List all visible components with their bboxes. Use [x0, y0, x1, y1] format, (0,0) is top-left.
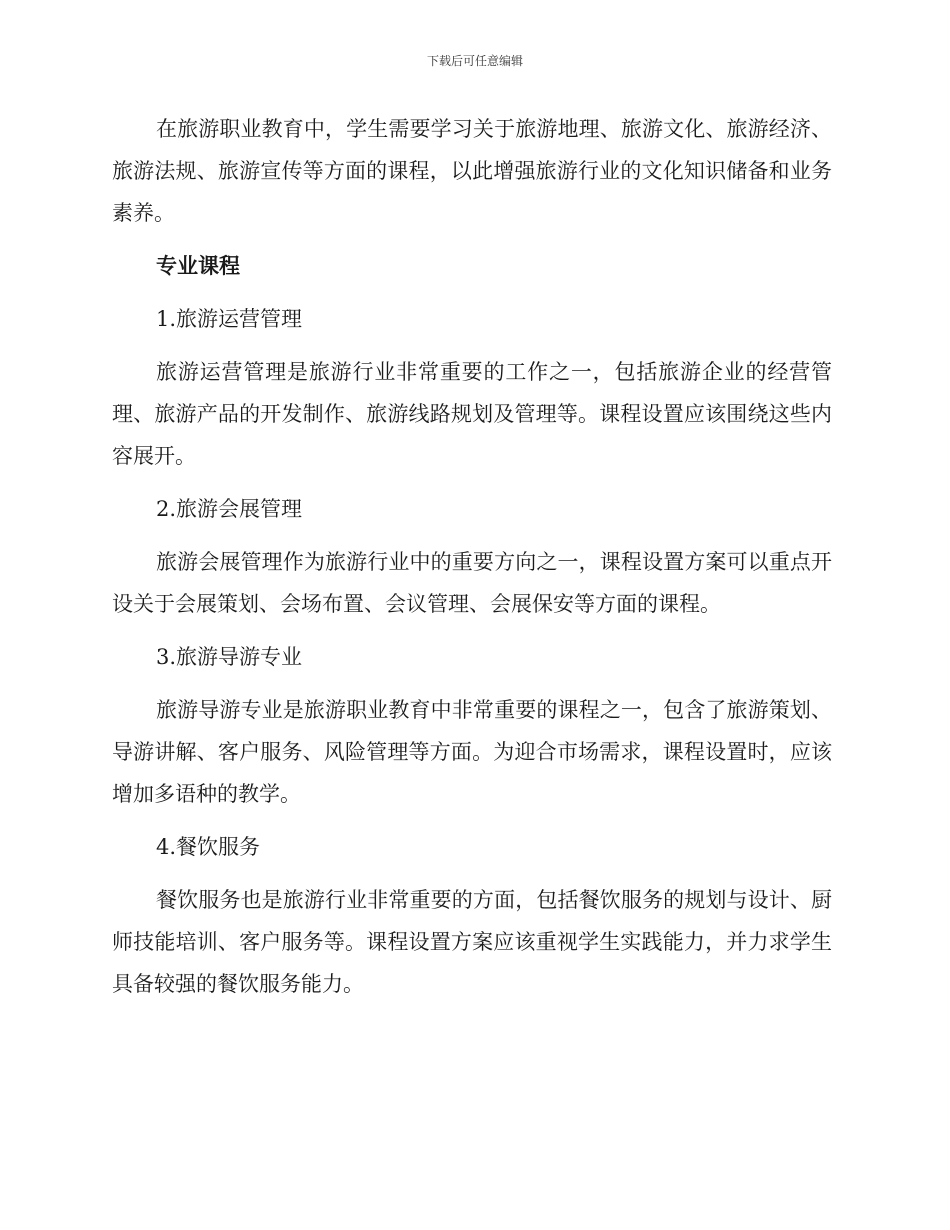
section-heading: 专业课程: [156, 254, 240, 278]
document-body: [112, 108, 832, 1005]
item-body: 旅游导游专业是旅游职业教育中非常重要的课程之一，包含了旅游策划、导游讲解、客户服务、风险管理等方面。为迎合市场需求，课程设置时，应该增加多语种的教学。: [112, 698, 832, 806]
intro-paragraph: 在旅游职业教育中，学生需要学习关于旅游地理、旅游文化、旅游经济、旅游法规、旅游宣传等方面的课程，以此增强旅游行业的文化知识储备和业务素养。: [112, 117, 832, 225]
header-note: 下载后可任意编辑: [426, 54, 523, 68]
item-body: 旅游运营管理是旅游行业非常重要的工作之一，包括旅游企业的经营管理、旅游产品的开发制作、旅游线路规划及管理等。课程设置应该围绕这些内容展开。: [112, 360, 832, 468]
item-title: 4.餐饮服务: [156, 835, 261, 859]
item-title: 3.旅游导游专业: [156, 645, 303, 669]
item-title: 1.旅游运营管理: [156, 307, 303, 331]
item-title: 2.旅游会展管理: [156, 497, 303, 521]
item-body: 餐饮服务也是旅游行业非常重要的方面，包括餐饮服务的规划与设计、厨师技能培训、客户服务等。课程设置方案应该重视学生实践能力，并力求学生具备较强的餐饮服务能力。: [112, 888, 832, 996]
item-body: 旅游会展管理作为旅游行业中的重要方向之一，课程设置方案可以重点开设关于会展策划、会场布置、会议管理、会展保安等方面的课程。: [112, 550, 832, 616]
